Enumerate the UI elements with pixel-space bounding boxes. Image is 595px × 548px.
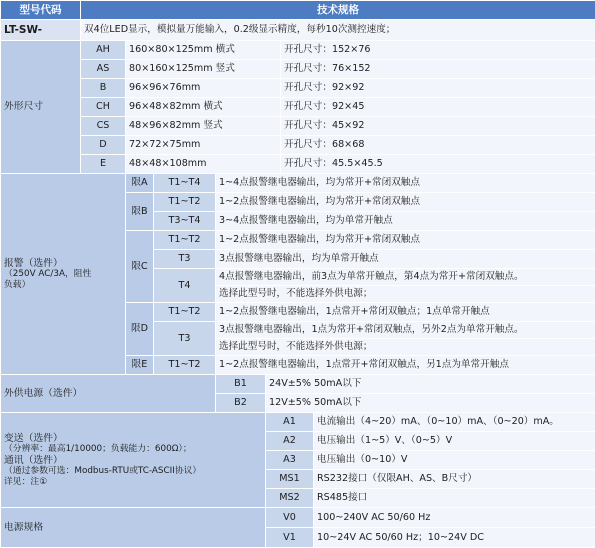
size-code: B [81,79,126,98]
alarm-code: T1~T4 [154,174,216,193]
power-out-description: 24V±5% 50mA以下 [266,375,595,394]
alarm-label-rating: （250V AC/3A，阻性 [4,269,122,279]
transmit-detail: （分辨率：最高1/10000；负载能力：600Ω）； [4,444,262,454]
alarm-code: T3 [154,322,216,356]
alarm-description: 3~4点报警继电器输出，均为单常开触点 [216,212,595,231]
size-cutout: 开孔尺寸：68×68 [281,136,595,155]
size-dimension: 160×80×125mm 横式 [126,41,281,60]
size-row [1,117,595,136]
transmit-code: A2 [266,432,314,451]
size-cutout: 开孔尺寸：45×92 [281,117,595,136]
size-cutout: 开孔尺寸：45.5×45.5 [281,155,595,174]
alarm-note: 选择此型号时，不能选择外供电源； [216,286,595,303]
size-dimension: 48×48×108mm [126,155,281,174]
alarm-label-load: 负载） [4,280,122,290]
size-code: AS [81,60,126,79]
transmit-code: MS2 [266,489,314,508]
transmit-row [1,413,595,432]
power-out-label: 外供电源（选件） [1,375,216,413]
size-code: CH [81,98,126,117]
alarm-description: 1~4点报警继电器输出，均为常开+常闭双触点 [216,174,595,193]
transmit-code: MS1 [266,470,314,489]
alarm-code: T3 [154,250,216,269]
alarm-code: T1~T2 [154,193,216,212]
header-row [1,1,595,20]
size-cutout: 开孔尺寸：92×45 [281,98,595,117]
alarm-row [1,174,595,193]
power-out-description: 12V±5% 50mA以下 [266,394,595,413]
power-code: V1 [266,528,314,548]
limit-d-label: 限D [126,303,154,356]
alarm-description: 3点报警继电器输出，1点为常开+常闭双触点，另外2点为单常开触点。 [216,322,595,339]
size-label: 外形尺寸 [1,41,81,174]
size-code: CS [81,117,126,136]
power-description: 10~24V AC 50/60 Hz；10~24V DC [314,528,595,548]
transmit-code: A3 [266,451,314,470]
power-out-code: B1 [216,375,266,394]
alarm-label [1,174,126,375]
model-description: 双4位LED显示，模拟量万能输入，0.2级显示精度，每秒10次测控速度； [81,20,595,41]
transmit-label [1,413,266,508]
transmit-description: 电流输出（4~20）mA、（0~10）mA、（0~20）mA。 [314,413,595,432]
alarm-description: 4点报警继电器输出，前3点为单常开触点，第4点为常开+常闭双触点。 [216,269,595,286]
transmit-description: 电压输出（0~10）V [314,451,595,470]
size-row [1,136,595,155]
power-out-row [1,375,595,394]
size-dimension: 96×96×76mm [126,79,281,98]
transmit-description: 电压输出（1~5）V、（0~5）V [314,432,595,451]
transmit-title: 变送（选件） [4,433,262,445]
alarm-label-title: 报警（选件） [4,258,122,270]
alarm-code: T1~T2 [154,231,216,250]
power-description: 100~240V AC 50/60 Hz [314,508,595,528]
limit-a-label: 限A [126,174,154,193]
alarm-description: 1~2点报警继电器输出，1点常开+常闭双触点，另1点为单常开触点 [216,356,595,375]
size-row [1,60,595,79]
size-code: E [81,155,126,174]
transmit-code: A1 [266,413,314,432]
alarm-description: 3点报警继电器输出，均为单常开触点 [216,250,595,269]
model-row [1,20,595,41]
model-code: LT-SW- [1,20,81,41]
size-code: AH [81,41,126,60]
power-row [1,508,595,528]
alarm-note: 选择此型号时，不能选择外供电源； [216,339,595,356]
size-cutout: 开孔尺寸：152×76 [281,41,595,60]
size-code: D [81,136,126,155]
alarm-description: 1~2点报警继电器输出，1点常开+常闭双触点；1点单常开触点 [216,303,595,322]
limit-c-label: 限C [126,231,154,303]
alarm-description: 1~2点报警继电器输出，均为常开+常闭双触点 [216,231,595,250]
size-dimension: 80×160×125mm 竖式 [126,60,281,79]
alarm-code: T4 [154,269,216,303]
size-cutout: 开孔尺寸：76×152 [281,60,595,79]
transmit-description: RS485接口 [314,489,595,508]
size-dimension: 96×48×82mm 横式 [126,98,281,117]
size-row [1,41,595,60]
limit-e-label: 限E [126,356,154,375]
tech-spec-header: 技术规格 [81,1,595,20]
comm-detail: （通过参数可选：Modbus-RTU或TC-ASCII协议） [4,466,262,476]
alarm-code: T1~T2 [154,356,216,375]
size-row [1,98,595,117]
comm-title: 通讯（选件） [4,455,262,467]
size-row [1,79,595,98]
limit-b-label: 限B [126,193,154,231]
alarm-code: T1~T2 [154,303,216,322]
size-dimension: 48×96×82mm 竖式 [126,117,281,136]
alarm-description: 1~2点报警继电器输出，均为常开+常闭双触点 [216,193,595,212]
size-row [1,155,595,174]
power-out-code: B2 [216,394,266,413]
power-label: 电源规格 [1,508,266,548]
size-cutout: 开孔尺寸：92×92 [281,79,595,98]
size-dimension: 72×72×75mm [126,136,281,155]
alarm-code: T3~T4 [154,212,216,231]
model-code-header: 型号代码 [1,1,81,20]
transmit-description: RS232接口（仅限AH、AS、B尺寸） [314,470,595,489]
power-code: V0 [266,508,314,528]
transmit-note: 详见：注① [4,477,262,487]
